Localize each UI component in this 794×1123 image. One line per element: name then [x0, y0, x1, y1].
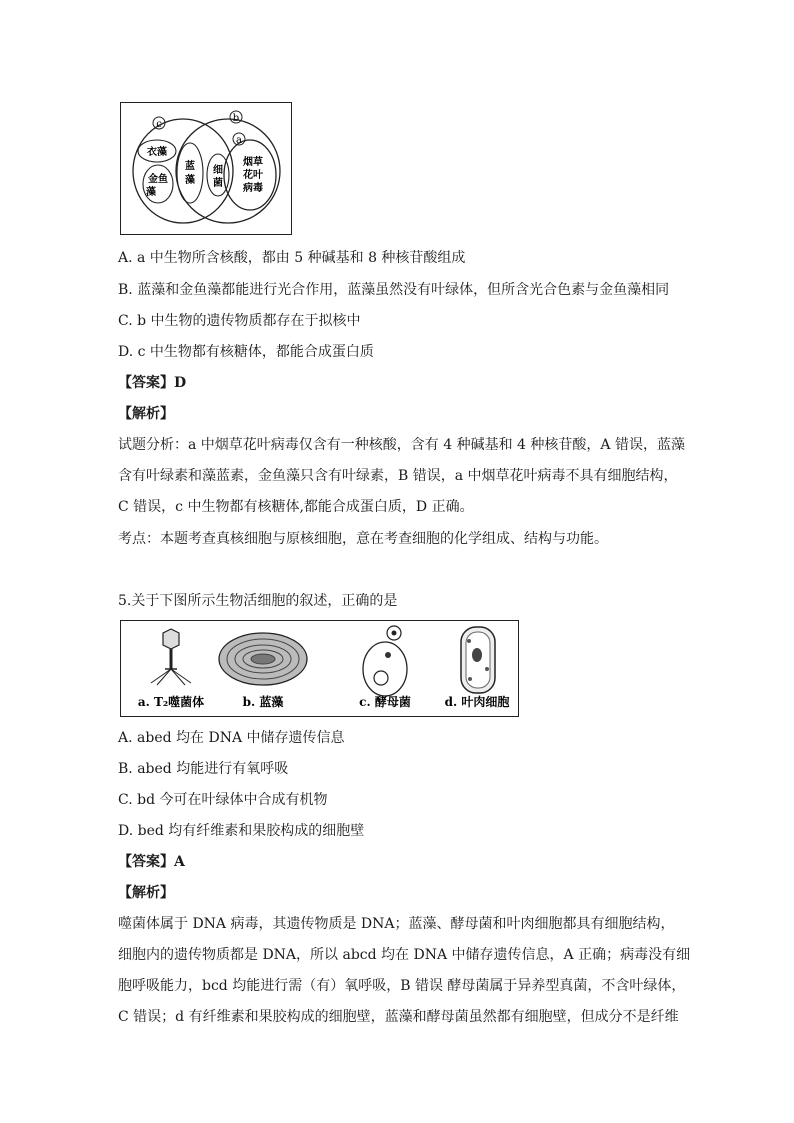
- venn-diagram-figure: [120, 102, 292, 235]
- organism-blue-algae-line1: 蓝: [185, 161, 195, 172]
- mesophyll-cell-drawing: [461, 627, 495, 693]
- q5-option-a: A. abed 均在 DNA 中储存遗传信息: [118, 730, 345, 746]
- organism-goldfish-algae-line2: 藻: [146, 187, 156, 198]
- q4-analysis-title: 【解析】: [118, 406, 174, 422]
- blue-algae-drawing: [219, 633, 307, 685]
- q5-option-b: B. abed 均能进行有氧呼吸: [118, 761, 289, 777]
- organism-lichen: 衣藻: [147, 147, 167, 158]
- t2-phage-drawing: [151, 629, 191, 685]
- caption-t2-phage: a. T₂噬菌体: [137, 695, 205, 709]
- q4-key-point: 考点：本题考查真核细胞与原核细胞，意在考查细胞的化学组成、结构与功能。: [118, 531, 608, 547]
- caption-blue-algae: b. 蓝藻: [242, 695, 284, 709]
- q5-option-c: C. bd 今可在叶绿体中合成有机物: [118, 792, 328, 808]
- label-b: b: [232, 113, 240, 124]
- q5-analysis-body: [118, 909, 691, 1033]
- q4-analysis-line: 试题分析：a 中烟草花叶病毒仅含有一种核酸，含有 4 种碱基和 4 种核苷酸，A 错误，蓝藻: [118, 437, 685, 453]
- organism-blue-algae-line2: 藻: [185, 175, 195, 186]
- caption-yeast: c. 酵母菌: [359, 695, 411, 709]
- venn-diagram: [121, 103, 291, 234]
- caption-mesophyll-cell: d. 叶肉细胞: [444, 695, 510, 709]
- q4-analysis-line: C 错误，c 中生物都有核糖体,都能合成蛋白质，D 正确。: [118, 499, 474, 515]
- q4-answer: 【答案】D: [118, 375, 187, 391]
- q5-analysis-line: 细胞内的遗传物质都是 DNA，所以 abcd 均在 DNA 中储存遗传信息，A 正确；病毒没有细: [118, 947, 691, 963]
- cell-types-figure: [120, 620, 519, 717]
- q5-analysis-title: 【解析】: [118, 885, 174, 901]
- organism-virus-line2: 花叶: [243, 170, 263, 181]
- q4-option-c: C. b 中生物的遗传物质都存在于拟核中: [118, 313, 361, 329]
- organism-virus-line3: 病毒: [243, 183, 263, 194]
- yeast-drawing: [363, 626, 407, 696]
- organism-bacteria-line2: 菌: [213, 178, 223, 189]
- q5-option-d: D. bed 均有纤维素和果胶构成的细胞壁: [118, 823, 365, 839]
- label-c: c: [156, 119, 162, 130]
- organism-virus-line1: 烟草: [243, 157, 263, 168]
- label-a: a: [236, 135, 242, 146]
- q4-option-d: D. c 中生物都有核糖体，都能合成蛋白质: [118, 344, 374, 360]
- q5-stem: 5.关于下图所示生物活细胞的叙述，正确的是: [118, 593, 398, 609]
- q4-option-b: B. 蓝藻和金鱼藻都能进行光合作用，蓝藻虽然没有叶绿体，但所含光合色素与金鱼藻相同: [118, 282, 670, 298]
- q5-analysis-line: 噬菌体属于 DNA 病毒，其遗传物质是 DNA；蓝藻、酵母菌和叶肉细胞都具有细胞结构，: [118, 916, 675, 932]
- blue-algae-oval: [177, 143, 203, 203]
- organism-bacteria-line1: 细: [213, 165, 223, 176]
- cell-types-illustration: [121, 621, 518, 716]
- organism-goldfish-algae-line1: 金鱼: [148, 174, 168, 185]
- q4-option-a: A. a 中生物所含核酸，都由 5 种碱基和 8 种核苷酸组成: [118, 250, 466, 266]
- q5-answer: 【答案】A: [118, 854, 185, 870]
- q5-analysis-line: C 错误；d 有纤维素和果胶构成的细胞壁，蓝藻和酵母菌虽然都有细胞壁，但成分不是纤维: [118, 1009, 679, 1025]
- q4-analysis-body: [118, 430, 685, 523]
- q5-analysis-line: 胞呼吸能力，bcd 均能进行需（有）氧呼吸，B 错误 酵母菌属于异养型真菌，不含叶绿体，: [118, 978, 686, 994]
- q4-analysis-line: 含有叶绿素和藻蓝素，金鱼藻只含有叶绿素，B 错误，a 中烟草花叶病毒不具有细胞结构，: [118, 468, 678, 484]
